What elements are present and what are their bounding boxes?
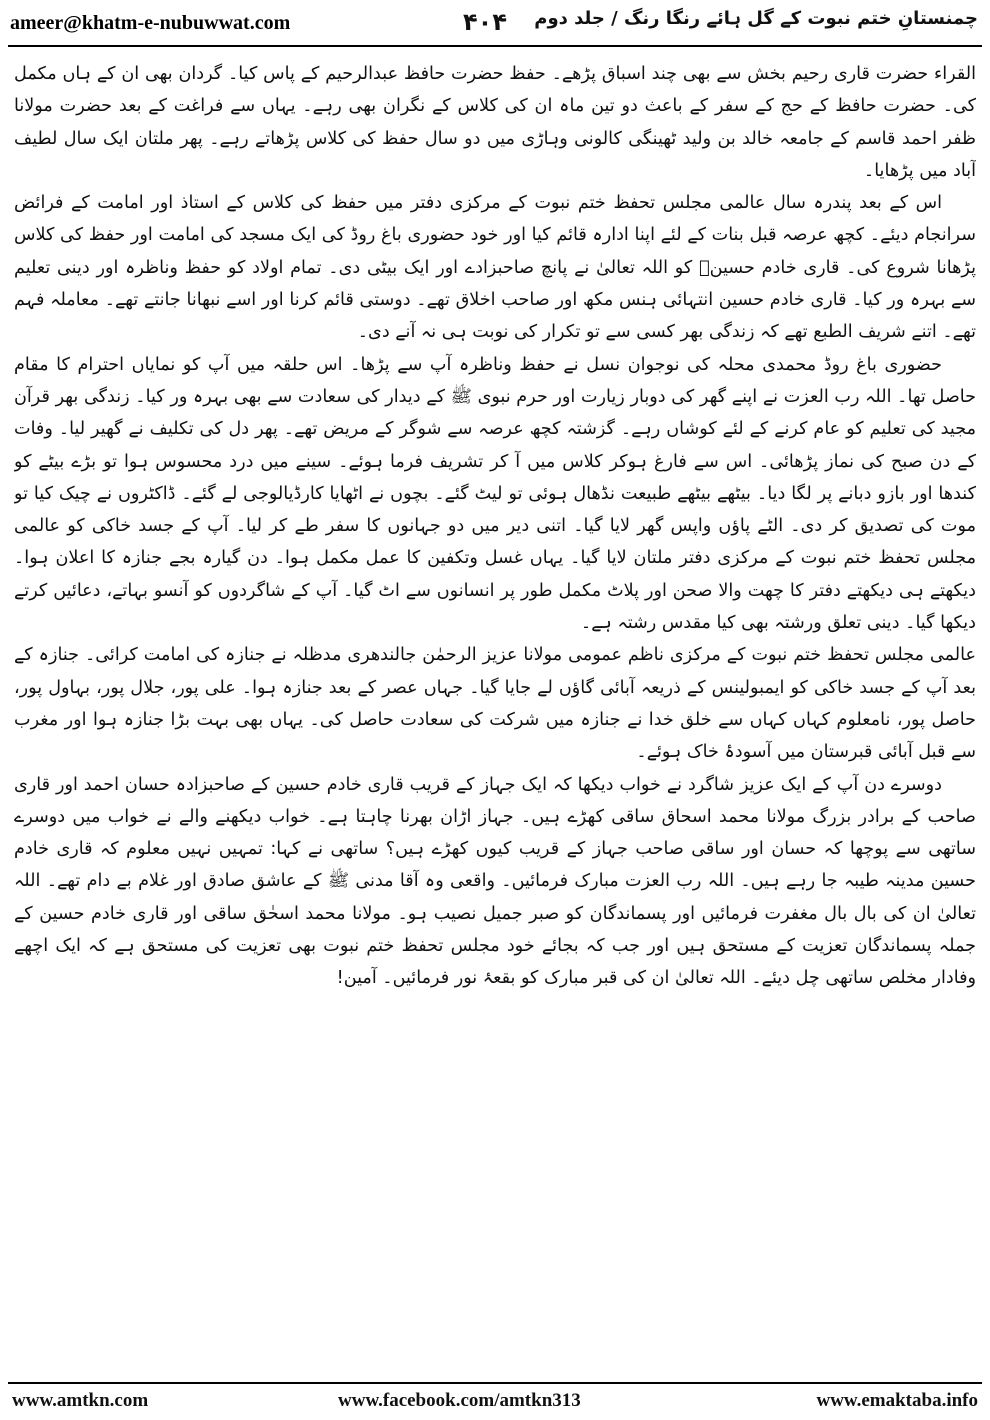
footer-link-amtkn[interactable]: www.amtkn.com [12,1390,149,1411]
paragraph-3: حضوری باغ روڈ محمدی محلہ کی نوجوان نسل نے حفظ وناظرہ آپ سے پڑھا۔ اس حلقہ میں آپ کو نمایاں احترام کا مقام حاصل تھا۔ اللہ رب العزت نے اپنے گھر کی دوبار زیارت اور حرم نبوی ﷺ کے دیدار کی سعادت سے بھی بہرہ ور کیا۔ زندگی بھر قرآن مجید کی تعلیم کو عام کرنے کے لئے کوشاں رہے۔ گزشتہ کچھ عرصہ سے شوگر کے مریض تھے۔ پھر دل کی تکلیف نے گھیر لیا۔ وفات کے دن صبح کی نماز پڑھائی۔ اس سے فارغ ہوکر کلاس میں آ کر تشریف فرما ہوئے۔ سینے میں درد محسوس ہوا تو بڑے بیٹے کو کندھا اور بازو دبانے پر لگا دیا۔ بیٹھے بیٹھے طبیعت نڈھال ہوئی تو لیٹ گئے۔ بچوں نے اٹھایا کارڈیالوجی لے گئے۔ ڈاکٹروں نے چیک کیا تو موت کی تصدیق کر دی۔ الٹے پاؤں واپس گھر لایا گیا۔ اتنی دیر میں دو جہانوں کا سفر طے کر لیا۔ آپ کے جسد خاکی کو عالمی مجلس تحفظ ختم نبوت کے مرکزی دفتر ملتان لایا گیا۔ یہاں غسل وتکفین کا عمل مکمل ہوا۔ دن گیارہ بجے جنازہ کا اعلان ہوا۔ دیکھتے ہی دیکھتے دفتر کا چھت والا صحن اور پلاٹ مکمل طور پر انسانوں سے اٹ گیا۔ آپ کے شاگردوں کو آنسو بہاتے، دعائیں کرتے دیکھا گیا۔ دینی تعلق ورشتہ بھی کیا مقدس رشتہ ہے۔ [14,354,976,634]
page-number: ۴۰۴ [463,8,507,36]
footer-link-facebook[interactable]: www.facebook.com/amtkn313 [338,1390,581,1411]
paragraph-2: اس کے بعد پندرہ سال عالمی مجلس تحفظ ختم نبوت کے مرکزی دفتر میں حفظ کی کلاس کے استاذ اور امامت کے فرائض سرانجام دیئے۔ کچھ عرصہ قبل بنات کے لئے اپنا ادارہ قائم کیا اور خود حضوری باغ روڈ کی ایک مسجد کی امامت اور حفظ کی کلاس پڑھانا شروع کی۔ قاری خادم حسینؒ کو اللہ تعالیٰ نے پانچ صاحبزادے اور ایک بیٹی دی۔ تمام اولاد کو حفظ وناظرہ اور دینی تعلیم سے بہرہ ور کیا۔ قاری خادم حسین انتہائی ہنس مکھ اور صاحب اخلاق تھے۔ دوستی قائم کرنا اور اسے نبھانا جانتے تھے۔ معاملہ فہم تھے۔ اتنے شریف الطبع تھے کہ زندگی بھر کسی سے تو تکرار کی نوبت ہی نہ آنے دی۔ [14,193,976,343]
page-header [0,0,990,44]
paragraph-1: القراء حضرت قاری رحیم بخش سے بھی چند اسباق پڑھے۔ حفظ حضرت حافظ عبدالرحیم کے پاس کیا۔ گردان بھی ان کے ہاں مکمل کی۔ حضرت حافظ کے حج کے سفر کے باعث دو تین ماہ ان کی کلاس کے نگران بھی رہے۔ یہاں سے فراغت کے بعد حضرت مولانا ظفر احمد قاسم کے جامعہ خالد بن ولید ٹھینگی کالونی وہاڑی میں دو سال حفظ کی کلاس پڑھاتے رہے۔ پھر ملتان ایک سال لطیف آباد میں پڑھایا۔ [14,64,976,181]
footer-link-emaktaba[interactable]: www.emaktaba.info [816,1390,978,1411]
book-title: چمنستانِ ختم نبوت کے گل ہائے رنگا رنگ / جلد دوم [534,8,978,29]
paragraph-4: عالمی مجلس تحفظ ختم نبوت کے مرکزی ناظم عمومی مولانا عزیز الرحمٰن جالندھری مدظلہ نے جنازہ کی امامت کرائی۔ جنازہ کے بعد آپ کے جسد خاکی کو ایمبولینس کے ذریعہ آبائی گاؤں لے جایا گیا۔ جہاں عصر کے بعد جنازہ ہوا۔ علی پور، جلال پور، بہاول پور، حاصل پور، نامعلوم کہاں کہاں سے خلق خدا نے جنازہ میں شرکت کی سعادت حاصل کی۔ یہاں بھی بہت بڑا جنازہ ہوا اور مغرب سے قبل آبائی قبرستان میں آسودۂ خاک ہوئے۔ [14,645,976,763]
header-divider [8,45,982,47]
page-body [14,58,976,1368]
paragraph-5: دوسرے دن آپ کے ایک عزیز شاگرد نے خواب دیکھا کہ ایک جہاز کے قریب قاری خادم حسین کے صاحبزادہ حسان احمد اور قاری صاحب کے برادر بزرگ مولانا محمد اسحاق ساقی کھڑے ہیں۔ جہاز اڑان بھرنا چاہتا ہے۔ خواب دیکھنے والے نے خواب میں دوسرے ساتھی سے پوچھا کہ حسان اور ساقی صاحب جہاز کے قریب کیوں کھڑے ہیں؟ ساتھی نے کہا: تمہیں نہیں معلوم کہ قاری خادم حسین مدینہ طیبہ جا رہے ہیں۔ اللہ رب العزت مبارک فرمائیں۔ واقعی وہ آقا مدنی ﷺ کے عاشق صادق اور غلام بے دام تھے۔ اللہ تعالیٰ ان کی بال بال مغفرت فرمائیں اور پسماندگان کو صبر جمیل نصیب ہو۔ مولانا محمد اسحٰق ساقی اور قاری خادم حسین کے جملہ پسماندگان تعزیت کے مستحق ہیں اور جب کہ بجائے خود مجلس تحفظ ختم نبوت بھی تعزیت کی مستحق ہے کہ ایک اچھے وفادار مخلص ساتھی چل دیئے۔ اللہ تعالیٰ ان کی قبر مبارک کو بقعۂ نور فرمائیں۔ آمین! [14,774,976,989]
page-footer [0,1388,990,1418]
footer-divider [8,1382,982,1384]
header-email: ameer@khatm-e-nubuwwat.com [10,12,291,34]
